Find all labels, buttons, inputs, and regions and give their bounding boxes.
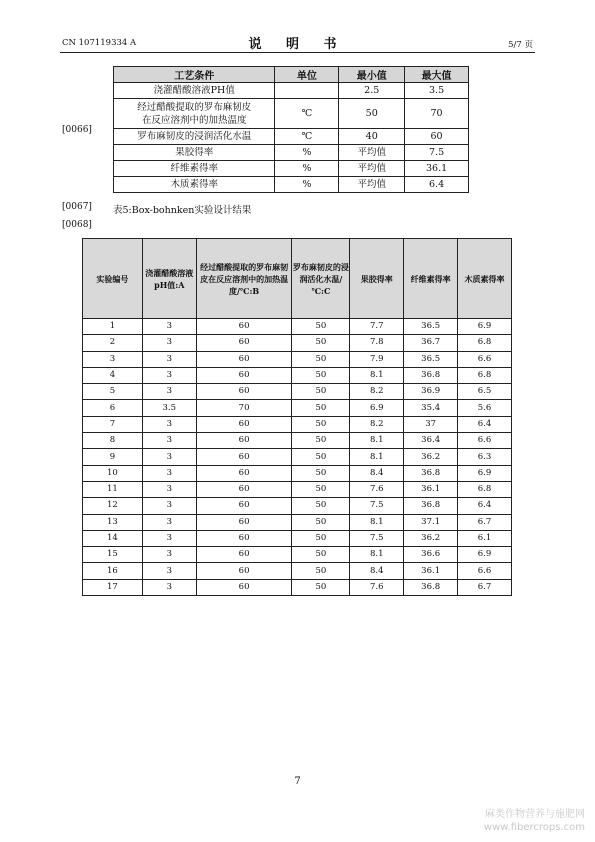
table1-cell: 7.5 — [405, 145, 469, 161]
table2-cell: 6.8 — [458, 481, 512, 497]
table1-header-cell: 工艺条件 — [114, 67, 275, 83]
table2-cell: 50 — [292, 563, 350, 579]
table2-cell: 36.8 — [404, 498, 458, 514]
table2-header-row — [83, 239, 512, 319]
table2-cell: 36.2 — [404, 530, 458, 546]
table1-header-cell: 最大值 — [405, 67, 469, 83]
patent-number: CN 107119334 A — [62, 38, 137, 48]
table-row — [83, 335, 512, 351]
table2-cell: 3 — [142, 351, 196, 367]
table1-cell: 平均值 — [339, 145, 405, 161]
table2-cell: 1 — [83, 319, 143, 335]
table1-cell: 40 — [339, 129, 405, 145]
table2-cell: 60 — [196, 547, 292, 563]
table-row — [114, 83, 469, 99]
page-indicator: 5/7 页 — [508, 40, 533, 50]
table2-cell: 50 — [292, 433, 350, 449]
table-row — [114, 99, 469, 129]
table-row — [83, 498, 512, 514]
table2-cell: 6 — [83, 400, 143, 416]
table-row — [114, 177, 469, 193]
table2-cell: 6.4 — [458, 498, 512, 514]
table2-header-cell: 经过醋酸提取的罗布麻韧皮在反应溶剂中的加热温度/℃:B — [196, 239, 292, 319]
table2-cell: 3 — [142, 547, 196, 563]
table2-cell: 36.5 — [404, 351, 458, 367]
table2-cell: 70 — [196, 400, 292, 416]
table2-cell: 60 — [196, 498, 292, 514]
table2-cell: 10 — [83, 465, 143, 481]
table-row — [83, 433, 512, 449]
table1-cell: 50 — [339, 99, 405, 129]
table2-cell: 60 — [196, 514, 292, 530]
document-title: 说 明 书 — [248, 37, 347, 52]
table2-cell: 7.6 — [350, 481, 404, 497]
table-row — [83, 465, 512, 481]
table1-cell: % — [275, 145, 339, 161]
table2-cell: 36.1 — [404, 481, 458, 497]
table2-cell: 6.4 — [458, 416, 512, 432]
table2-cell: 17 — [83, 579, 143, 595]
table1-cell: % — [275, 161, 339, 177]
table2-cell: 60 — [196, 416, 292, 432]
table2-cell: 35.4 — [404, 400, 458, 416]
table2-header-cell: 实验编号 — [83, 239, 143, 319]
table-row — [83, 547, 512, 563]
table2-cell: 50 — [292, 579, 350, 595]
table2-cell: 60 — [196, 579, 292, 595]
table1-cell: 3.5 — [405, 83, 469, 99]
table2-cell: 3 — [142, 465, 196, 481]
table2-cell: 50 — [292, 384, 350, 400]
table1-cell: 60 — [405, 129, 469, 145]
table1-cell: 70 — [405, 99, 469, 129]
table-row — [83, 563, 512, 579]
table2-cell: 60 — [196, 465, 292, 481]
table-row — [114, 129, 469, 145]
table2-cell: 60 — [196, 449, 292, 465]
table2-cell: 3 — [142, 563, 196, 579]
table2-cell: 60 — [196, 481, 292, 497]
table2-cell: 6.9 — [350, 400, 404, 416]
table2-cell: 36.7 — [404, 335, 458, 351]
table-row — [83, 530, 512, 546]
table1-cell: 平均值 — [339, 161, 405, 177]
table1-cell: 平均值 — [339, 177, 405, 193]
table2-cell: 8 — [83, 433, 143, 449]
paragraph-number-0066: [0066] — [62, 125, 92, 135]
table1-cell: 经过醋酸提取的罗布麻韧皮 在反应溶剂中的加热温度 — [114, 99, 275, 129]
table2-cell: 50 — [292, 481, 350, 497]
table2-cell: 8.1 — [350, 367, 404, 383]
table2-cell: 3 — [142, 579, 196, 595]
table2-cell: 60 — [196, 563, 292, 579]
table1-cell: 木质素得率 — [114, 177, 275, 193]
table2-cell: 7.6 — [350, 579, 404, 595]
table1-cell: ℃ — [275, 129, 339, 145]
table1-cell: 36.1 — [405, 161, 469, 177]
table-row — [83, 384, 512, 400]
table2-cell: 7.5 — [350, 498, 404, 514]
table2-cell: 7.8 — [350, 335, 404, 351]
table2-cell: 11 — [83, 481, 143, 497]
table2-cell: 3 — [142, 449, 196, 465]
table-row — [83, 514, 512, 530]
table2-cell: 50 — [292, 367, 350, 383]
table2-cell: 60 — [196, 433, 292, 449]
table2-cell: 8.1 — [350, 547, 404, 563]
table2-cell: 6.3 — [458, 449, 512, 465]
table-row — [83, 319, 512, 335]
table1-header-row — [114, 67, 469, 83]
table-row — [83, 400, 512, 416]
experiment-results-table — [82, 238, 512, 596]
table2-cell: 16 — [83, 563, 143, 579]
table2-cell: 6.7 — [458, 579, 512, 595]
process-conditions-table — [113, 66, 469, 193]
table2-cell: 50 — [292, 530, 350, 546]
site-watermark — [484, 808, 585, 834]
table2-cell: 36.8 — [404, 579, 458, 595]
table2-cell: 6.8 — [458, 335, 512, 351]
table2-cell: 6.6 — [458, 563, 512, 579]
table2-cell: 3 — [83, 351, 143, 367]
table2-cell: 36.8 — [404, 367, 458, 383]
table2-cell: 50 — [292, 351, 350, 367]
table2-cell: 7 — [83, 416, 143, 432]
table2-cell: 3.5 — [142, 400, 196, 416]
table2-cell: 60 — [196, 319, 292, 335]
table2-cell: 50 — [292, 400, 350, 416]
table2-cell: 7.7 — [350, 319, 404, 335]
table2-cell: 37 — [404, 416, 458, 432]
table2-cell: 6.9 — [458, 547, 512, 563]
table1-cell: 纤维素得率 — [114, 161, 275, 177]
table1-header-cell: 单位 — [275, 67, 339, 83]
table2-cell: 50 — [292, 335, 350, 351]
table2-cell: 6.6 — [458, 433, 512, 449]
table2-header-cell: 果胶得率 — [350, 239, 404, 319]
table-row — [83, 449, 512, 465]
table2-cell: 3 — [142, 384, 196, 400]
paragraph-number-0068: [0068] — [62, 220, 92, 230]
table2-cell: 3 — [142, 514, 196, 530]
table2-cell: 8.1 — [350, 433, 404, 449]
table2-cell: 50 — [292, 416, 350, 432]
table2-cell: 14 — [83, 530, 143, 546]
table2-cell: 50 — [292, 547, 350, 563]
table2-header-cell: 木质素得率 — [458, 239, 512, 319]
watermark-line2: www.fibercrops.com — [483, 822, 585, 833]
table-row — [83, 351, 512, 367]
table2-cell: 2 — [83, 335, 143, 351]
table-row — [83, 416, 512, 432]
table2-cell: 36.4 — [404, 433, 458, 449]
table2-cell: 6.5 — [458, 384, 512, 400]
table2-cell: 7.5 — [350, 530, 404, 546]
table2-cell: 5.6 — [458, 400, 512, 416]
table2-cell: 60 — [196, 351, 292, 367]
table2-cell: 3 — [142, 319, 196, 335]
table1-cell: 罗布麻韧皮的浸润活化水温 — [114, 129, 275, 145]
page-header — [60, 34, 535, 53]
table2-cell: 3 — [142, 530, 196, 546]
table2-cell: 8.1 — [350, 514, 404, 530]
table2-cell: 60 — [196, 335, 292, 351]
page-number: 7 — [294, 776, 301, 787]
table2-cell: 60 — [196, 530, 292, 546]
table2-cell: 36.9 — [404, 384, 458, 400]
table2-cell: 60 — [196, 367, 292, 383]
table-row — [83, 367, 512, 383]
table2-cell: 50 — [292, 498, 350, 514]
table1-cell — [275, 83, 339, 99]
table2-cell: 37.1 — [404, 514, 458, 530]
table2-cell: 8.1 — [350, 449, 404, 465]
table2-header-cell: 罗布麻韧皮的浸润活化水温/℃:C — [292, 239, 350, 319]
table1-cell: 2.5 — [339, 83, 405, 99]
table2-cell: 8.2 — [350, 384, 404, 400]
table2-cell: 7.9 — [350, 351, 404, 367]
table2-cell: 5 — [83, 384, 143, 400]
table2-cell: 3 — [142, 433, 196, 449]
table1-cell: % — [275, 177, 339, 193]
table2-cell: 12 — [83, 498, 143, 514]
table2-cell: 8.4 — [350, 465, 404, 481]
table2-cell: 60 — [196, 384, 292, 400]
table1-cell: 果胶得率 — [114, 145, 275, 161]
table2-cell: 36.1 — [404, 563, 458, 579]
table2-cell: 3 — [142, 416, 196, 432]
table2-cell: 13 — [83, 514, 143, 530]
table-caption: 表5:Box-bohnken实验设计结果 — [113, 205, 252, 216]
table2-cell: 3 — [142, 367, 196, 383]
table2-cell: 6.7 — [458, 514, 512, 530]
table2-cell: 36.2 — [404, 449, 458, 465]
table2-cell: 6.6 — [458, 351, 512, 367]
table2-cell: 50 — [292, 514, 350, 530]
table1-cell: ℃ — [275, 99, 339, 129]
table-row — [114, 145, 469, 161]
table2-cell: 3 — [142, 335, 196, 351]
table2-cell: 3 — [142, 481, 196, 497]
table2-cell: 50 — [292, 449, 350, 465]
table2-cell: 6.1 — [458, 530, 512, 546]
table2-cell: 36.8 — [404, 465, 458, 481]
table2-cell: 15 — [83, 547, 143, 563]
table2-cell: 3 — [142, 498, 196, 514]
table-row — [83, 579, 512, 595]
table2-cell: 9 — [83, 449, 143, 465]
table2-cell: 50 — [292, 319, 350, 335]
table1-cell: 6.4 — [405, 177, 469, 193]
table-row — [114, 161, 469, 177]
watermark-line1: 麻类作物营养与施肥网 — [485, 809, 585, 820]
table2-header-cell: 纤维素得率 — [404, 239, 458, 319]
table2-cell: 8.2 — [350, 416, 404, 432]
table2-cell: 50 — [292, 465, 350, 481]
table2-cell: 8.4 — [350, 563, 404, 579]
paragraph-number-0067: [0067] — [62, 202, 92, 212]
table2-cell: 6.9 — [458, 465, 512, 481]
table1-header-cell: 最小值 — [339, 67, 405, 83]
table2-cell: 4 — [83, 367, 143, 383]
table2-cell: 36.5 — [404, 319, 458, 335]
table-row — [83, 481, 512, 497]
table2-cell: 6.8 — [458, 367, 512, 383]
table2-cell: 6.9 — [458, 319, 512, 335]
table2-header-cell: 浇灌醋酸溶液pH值:A — [142, 239, 196, 319]
table2-cell: 36.6 — [404, 547, 458, 563]
table1-cell: 浇灌醋酸溶液PH值 — [114, 83, 275, 99]
